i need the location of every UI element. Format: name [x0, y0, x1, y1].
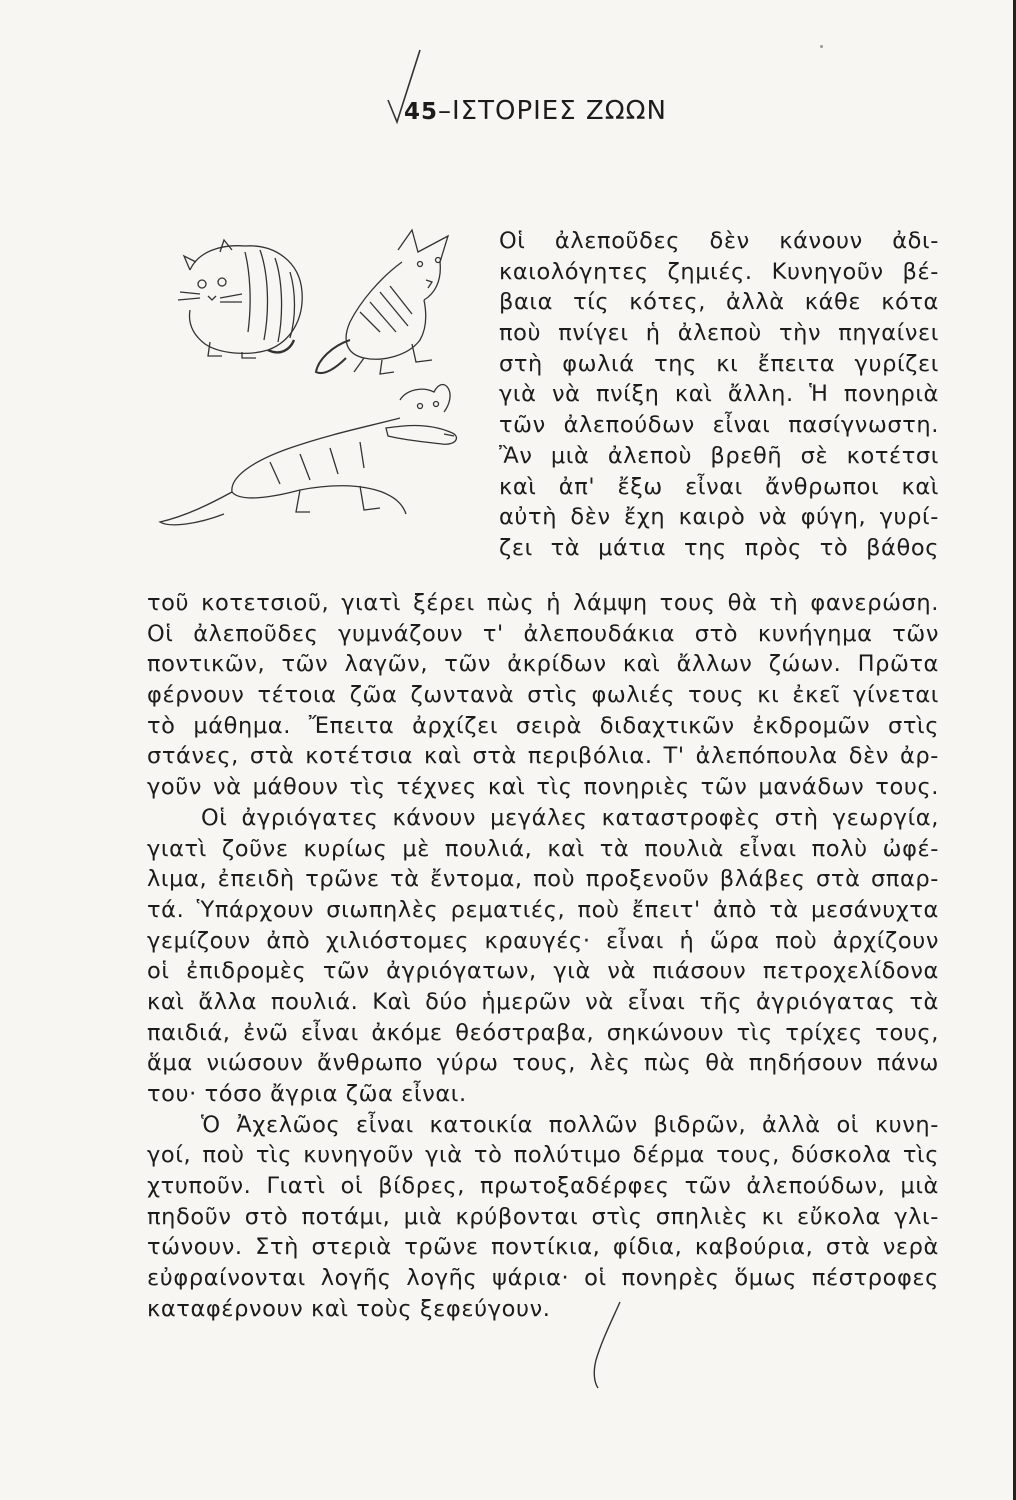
text-line: γιὰ νὰ πνίξη καὶ ἄλλη. Ἡ πονηριὰ — [499, 381, 939, 408]
text-line: Οἱ ἀλεποῦδες γυμνάζουν τ' ἀλεπουδάκια στὸ κυνήγημα τῶν — [147, 620, 939, 647]
page-title — [404, 96, 667, 126]
text-line: πηδοῦν στὸ ποτάμι, μιὰ κρύβονται στὶς σπηλιὲς κι εὔκολα γλι- — [147, 1203, 939, 1230]
ink-speck — [820, 45, 823, 48]
text-line: γοῦν νὰ μάθουν τὶς τέχνες καὶ τὶς πονηριὲς τῶν μανάδων τους. — [147, 774, 939, 801]
text-line: καὶ ἀπ' ἔξω εἶναι ἄνθρωποι καὶ — [499, 473, 939, 500]
text-line: τώνουν. Στὴ στεριὰ τρῶνε ποντίκια, φίδια, καβούρια, στὰ νερὰ — [147, 1234, 939, 1261]
text-line: λιμα, ἐπειδὴ τρῶνε τὰ ἔντομα, ποὺ προξενοῦν βλάβες στὰ σπαρ- — [147, 866, 939, 893]
text-line: ποὺ πνίγει ἡ ἀλεποὺ τὴν πηγαίνει — [499, 320, 939, 347]
text-line: Ἂν μιὰ ἀλεποὺ βρεθῆ σὲ κοτέτσι — [499, 442, 939, 469]
handwritten-margin-mark — [584, 1300, 624, 1390]
text-line: οἱ ἐπιδρομὲς τῶν ἀγριόγατων, γιὰ νὰ πιάσουν πετροχελίδονα — [147, 958, 939, 985]
text-line: αὐτὴ δὲν ἔχη καιρὸ νὰ φύγη, γυρί- — [499, 504, 939, 531]
text-line: φέρνουν τέτοια ζῶα ζωντανὰ στὶς φωλιές τους κι ἐκεῖ γίνεται — [147, 682, 939, 709]
text-line: ζει τὰ μάτια της πρὸς τὸ βάθος — [499, 534, 939, 561]
title-dash: – — [438, 96, 453, 126]
text-line: ποντικῶν, τῶν λαγῶν, τῶν ἀκρίδων καὶ ἄλλων ζώων. Πρῶτα — [147, 651, 939, 678]
text-line: τοῦ κοτετσιοῦ, γιατὶ ξέρει πὼς ἡ λάμψη τους θὰ τὴ φανερώση. — [147, 590, 939, 616]
fox-drawing — [316, 230, 448, 374]
text-line: χτυποῦν. Γιατὶ οἱ βίδρες, πρωτοξαδέρφες τῶν ἀλεπούδων, μιὰ — [147, 1173, 939, 1200]
text-line: γιατὶ ζοῦνε κυρίως μὲ πουλιά, καὶ τὰ πουλιὰ εἶναι πολὺ ὠφέ- — [147, 835, 939, 862]
text-line: Οἱ ἀλεποῦδες δὲν κάνουν ἀδι- — [499, 228, 939, 254]
main-column-text — [147, 588, 939, 1325]
marten-drawing — [160, 385, 456, 525]
text-line: καὶ ἄλλα πουλιά. Καὶ δύο ἡμερῶν νὰ εἶναι τῆς ἀγριόγατας τὰ — [147, 988, 939, 1015]
text-line: ἅμα νιώσουν ἄνθρωπο γύρω τους, λὲς πὼς θὰ πηδήσουν πάνω — [147, 1050, 939, 1077]
text-line: γεμίζουν ἀπὸ χιλιόστομες κραυγές· εἶναι ἡ ὥρα ποὺ ἀρχίζουν — [147, 927, 939, 954]
text-line: στὴ φωλιά της κι ἔπειτα γυρίζει — [499, 350, 939, 377]
text-line: στάνες, στὰ κοτέτσια καὶ στὰ περιβόλια. Τ' ἀλεπόπουλα δὲν ἀρ- — [147, 743, 939, 770]
animal-illustrations — [150, 222, 480, 542]
text-line: τὸ μάθημα. Ἔπειτα ἀρχίζει σειρὰ διδαχτικῶν ἐκδρομῶν στὶς — [147, 712, 939, 739]
paragraph-end-line: του· τόσο ἄγρια ζῶα εἶναι. — [147, 1081, 467, 1107]
section-number: 45 — [404, 99, 439, 125]
text-line: τά. Ὑπάρχουν σιωπηλὲς ρεματιές, ποὺ ἔπειτ' ἀπὸ τὰ μεσάνυχτα — [147, 896, 939, 923]
text-line: βαια τίς κότες, ἀλλὰ κάθε κότα — [499, 289, 939, 316]
title-text: ΙΣΤΟΡΙΕΣ ΖΩΩΝ — [452, 96, 667, 126]
text-line: καιολόγητες ζημιές. Κυνηγοῦν βέ- — [499, 258, 939, 285]
paragraph-start-line: Οἱ ἀγριόγατες κάνουν μεγάλες καταστροφὲς στὴ γεωργία, — [201, 804, 939, 831]
text-line: εὐφραίνονται λογῆς λογῆς ψάρια· οἱ πονηρὲς ὅμως πέστροφες — [147, 1265, 939, 1292]
side-column-text — [499, 226, 939, 564]
wildcat-drawing — [178, 240, 302, 358]
text-line: παιδιά, ἐνῶ εἶναι ἀκόμε θεόστραβα, σηκώνουν τὶς τρίχες τους, — [147, 1019, 939, 1046]
text-line: γοί, ποὺ τὶς κυνηγοῦν γιὰ τὸ πολύτιμο δέρμα τους, δύσκολα τὶς — [147, 1142, 939, 1169]
paragraph-end-line: καταφέρνουν καὶ τοὺς ξεφεύγουν. — [147, 1295, 551, 1322]
text-line: τῶν ἀλεπούδων εἶναι πασίγνωστη. — [499, 412, 939, 439]
paragraph-start-line: Ὁ Ἀχελῶος εἶναι κατοικία πολλῶν βιδρῶν, ἀλλὰ οἱ κυνη- — [201, 1111, 939, 1138]
